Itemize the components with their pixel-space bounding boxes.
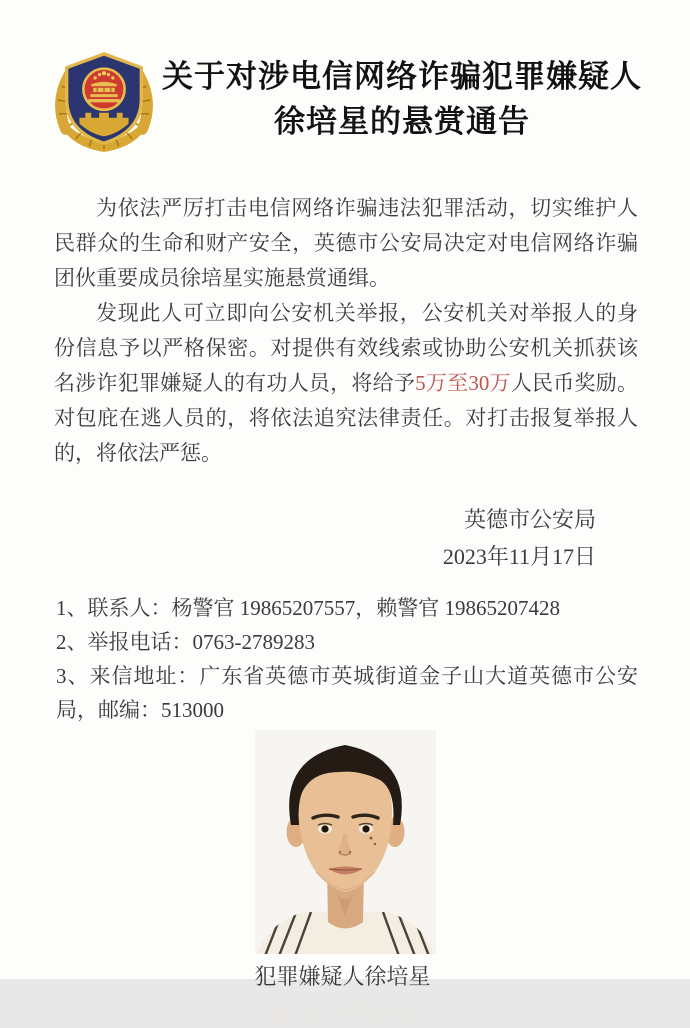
suspect-photo-block bbox=[255, 730, 436, 991]
weibo-icon bbox=[266, 1001, 296, 1025]
paragraph-2-lead: 发现此人可立即向公安机关举报，公安机关对举报人的身份信息予以严格保密。对提供有效线索或协助公安机关抓获该名涉诈犯罪嫌疑人的有功人员，将给予 bbox=[54, 301, 638, 395]
signature-date: 2023年11月17日 bbox=[442, 544, 596, 569]
signature-block bbox=[0, 501, 596, 575]
notice-title bbox=[158, 44, 646, 144]
police-emblem-icon bbox=[50, 44, 158, 158]
paragraph-2 bbox=[54, 296, 638, 471]
paragraph-2-tail: 人民币奖励。对包庇在逃人员的，将依法追究法律责任。对打击报复举报人的，将依法严惩。 bbox=[54, 371, 639, 465]
notice-title-line2: 徐培星的悬赏通告 bbox=[274, 104, 530, 139]
notice-body bbox=[54, 191, 638, 471]
contact-item-address: 3、来信地址：广东省英德市英城街道金子山大道英德市公安局，邮编：513000 bbox=[56, 664, 638, 722]
notice-header bbox=[0, 0, 690, 158]
notice-title-line1: 关于对涉电信网络诈骗犯罪嫌疑人 bbox=[162, 59, 642, 94]
watermark bbox=[0, 997, 690, 1028]
contact-list bbox=[56, 591, 638, 727]
suspect-photo bbox=[255, 730, 436, 954]
photo-caption: 犯罪嫌疑人徐培星 bbox=[254, 964, 431, 989]
contact-item-persons: 1、联系人：杨警官 19865207557，赖警官 19865207428 bbox=[56, 596, 560, 620]
reward-amount: 5万至30万 bbox=[415, 371, 511, 395]
watermark-text: @央视新闻 bbox=[304, 1001, 424, 1026]
contact-item-hotline: 2、举报电话：0763-2789283 bbox=[56, 630, 315, 654]
signature-authority: 英德市公安局 bbox=[463, 507, 596, 532]
paragraph-1: 为依法严厉打击电信网络诈骗违法犯罪活动，切实维护人民群众的生命和财产安全，英德市公安局决定对电信网络诈骗团伙重要成员徐培星实施悬赏通缉。 bbox=[54, 196, 638, 290]
